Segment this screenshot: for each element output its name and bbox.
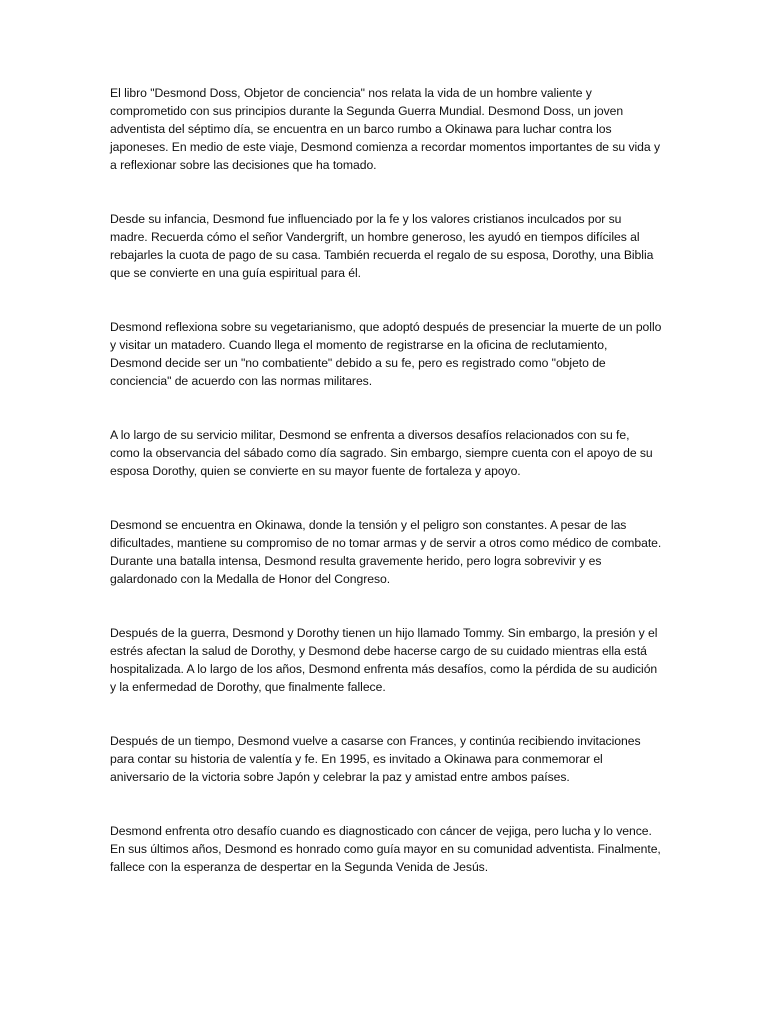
paragraph: Desde su infancia, Desmond fue influenciado por la fe y los valores cristianos inculcados por su madre. Recuerda cómo el señor Vandergrift, un hombre generoso, les ayudó en tiempos difíciles al rebajarles la cuota de pago de su casa. También recuerda el regalo de su esposa, Dorothy, una Biblia que se convierte en una guía espiritual para él. <box>110 212 654 280</box>
document-body <box>110 84 662 912</box>
paragraph: El libro "Desmond Doss, Objetor de conciencia" nos relata la vida de un hombre valiente y comprometido con sus principios durante la Segunda Guerra Mundial. Desmond Doss, un joven adventista del séptimo día, se encuentra en un barco rumbo a Okinawa para luchar contra los japoneses. En medio de este viaje, Desmond comienza a recordar momentos importantes de su vida y a reflexionar sobre las decisiones que ha tomado. <box>110 86 661 172</box>
paragraph: Desmond reflexiona sobre su vegetarianismo, que adoptó después de presenciar la muerte de un pollo y visitar un matadero. Cuando llega el momento de registrarse en la oficina de reclutamiento, Desmond decide ser un "no combatiente" debido a su fe, pero es registrado como "objeto de conciencia" de acuerdo con las normas militares. <box>110 320 662 388</box>
paragraph: A lo largo de su servicio militar, Desmond se enfrenta a diversos desafíos relacionados con su fe, como la observancia del sábado como día sagrado. Sin embargo, siempre cuenta con el apoyo de su esposa Dorothy, quien se convierte en su mayor fuente de fortaleza y apoyo. <box>110 428 653 478</box>
paragraph: Desmond se encuentra en Okinawa, donde la tensión y el peligro son constantes. A pesar de las dificultades, mantiene su compromiso de no tomar armas y de servir a otros como médico de combate. Durante una batalla intensa, Desmond resulta gravemente herido, pero logra sobrevivir y es galardonado con la Medalla de Honor del Congreso. <box>110 518 662 586</box>
paragraph: Después de un tiempo, Desmond vuelve a casarse con Frances, y continúa recibiendo invitaciones para contar su historia de valentía y fe. En 1995, es invitado a Okinawa para conmemorar el aniversario de la victoria sobre Japón y celebrar la paz y amistad entre ambos países. <box>110 734 641 784</box>
paragraph: Desmond enfrenta otro desafío cuando es diagnosticado con cáncer de vejiga, pero lucha y lo vence. En sus últimos años, Desmond es honrado como guía mayor en su comunidad adventista. Finalmente, fallece con la esperanza de despertar en la Segunda Venida de Jesús. <box>110 824 661 874</box>
paragraph: Después de la guerra, Desmond y Dorothy tienen un hijo llamado Tommy. Sin embargo, la presión y el estrés afectan la salud de Dorothy, y Desmond debe hacerse cargo de su cuidado mientras ella está hospitalizada. A lo largo de los años, Desmond enfrenta más desafíos, como la pérdida de su audición y la enfermedad de Dorothy, que finalmente fallece. <box>110 626 658 694</box>
